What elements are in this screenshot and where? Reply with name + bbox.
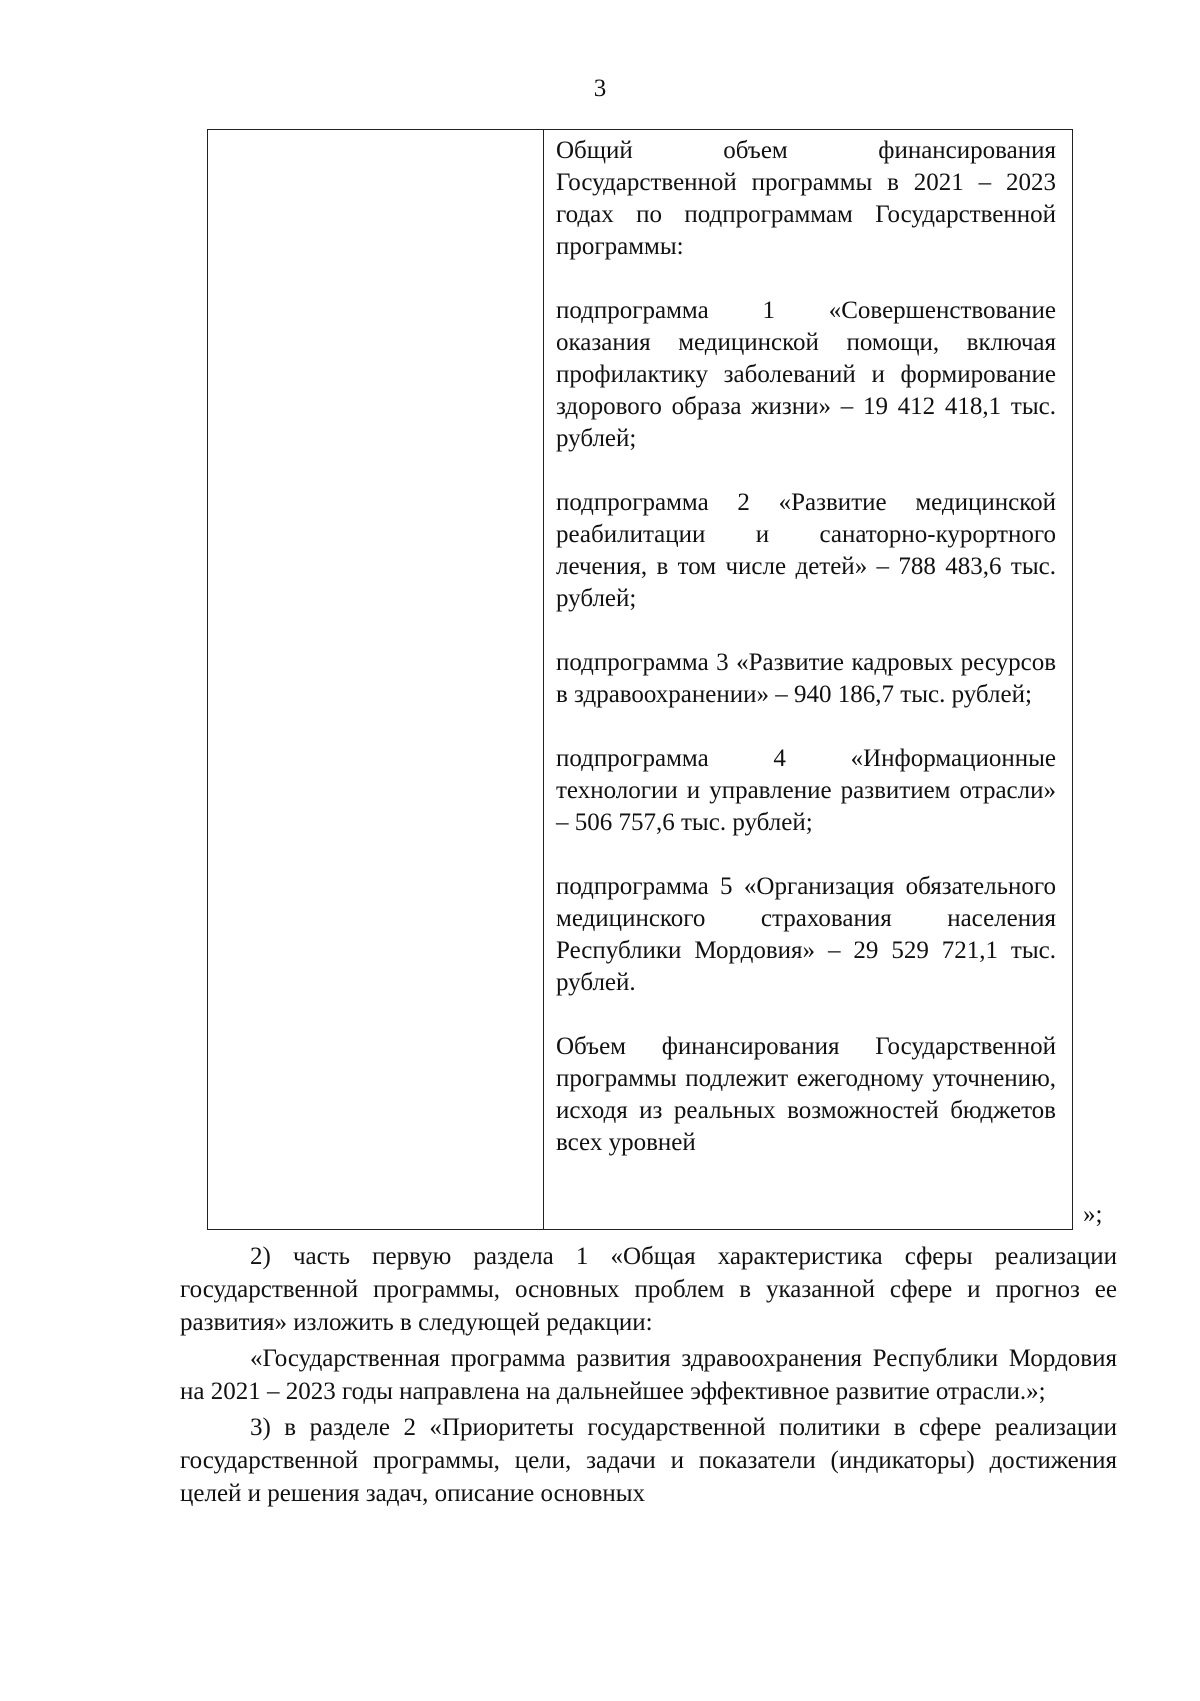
funding-table [207,129,1073,1230]
body-text [180,1240,1117,1513]
amendment-item-2-text: «Государственная программа развития здравоохранения Республики Мордовия на 2021 – 2023 годы направлена на дальнейшее эффективное развитие отрасли.»; [180,1345,1117,1405]
funding-note: Объем финансирования Государственной программы подлежит ежегодному уточнению, исходя из реальных возможностей бюджетов всех уровней [556,1033,1056,1156]
subprogram-1: подпрограмма 1 «Совершенствование оказания медицинской помощи, включая профилактику заболеваний и формирование здорового образа жизни» – 19 412 418,1 тыс. рублей; [556,297,1056,452]
subprogram-2: подпрограмма 2 «Развитие медицинской реабилитации и санаторно-курортного лечения, в том числе детей» – 788 483,6 тыс. рублей; [556,489,1056,612]
table-column-divider [543,130,544,1229]
funding-total-intro: Общий объем финансирования Государственной программы в 2021 – 2023 годах по подпрограммам Государственной программы: [556,137,1056,260]
closing-quote-mark: »; [1083,1201,1103,1228]
subprogram-5: подпрограмма 5 «Организация обязательного медицинского страхования населения Республики Мордовия» – 29 529 721,1 тыс. рублей. [556,873,1056,996]
subprogram-3: подпрограмма 3 «Развитие кадровых ресурсов в здравоохранении» – 940 186,7 тыс. рублей; [556,649,1056,708]
subprogram-4: подпрограмма 4 «Информационные технологии и управление развитием отрасли» – 506 757,6 тыс. рублей; [556,745,1056,836]
amendment-item-2: 2) часть первую раздела 1 «Общая характеристика сферы реализации государственной программы, основных проблем в указанной сфере и прогноз ее развития» изложить в следующей редакции: [180,1243,1117,1336]
funding-cell [556,135,1056,1159]
page-number: 3 [593,75,607,102]
amendment-item-3: 3) в разделе 2 «Приоритеты государственной политики в сфере реализации государственной программы, цели, задачи и показатели (индикаторы) достижения целей и решения задач, описание основных [180,1414,1117,1507]
